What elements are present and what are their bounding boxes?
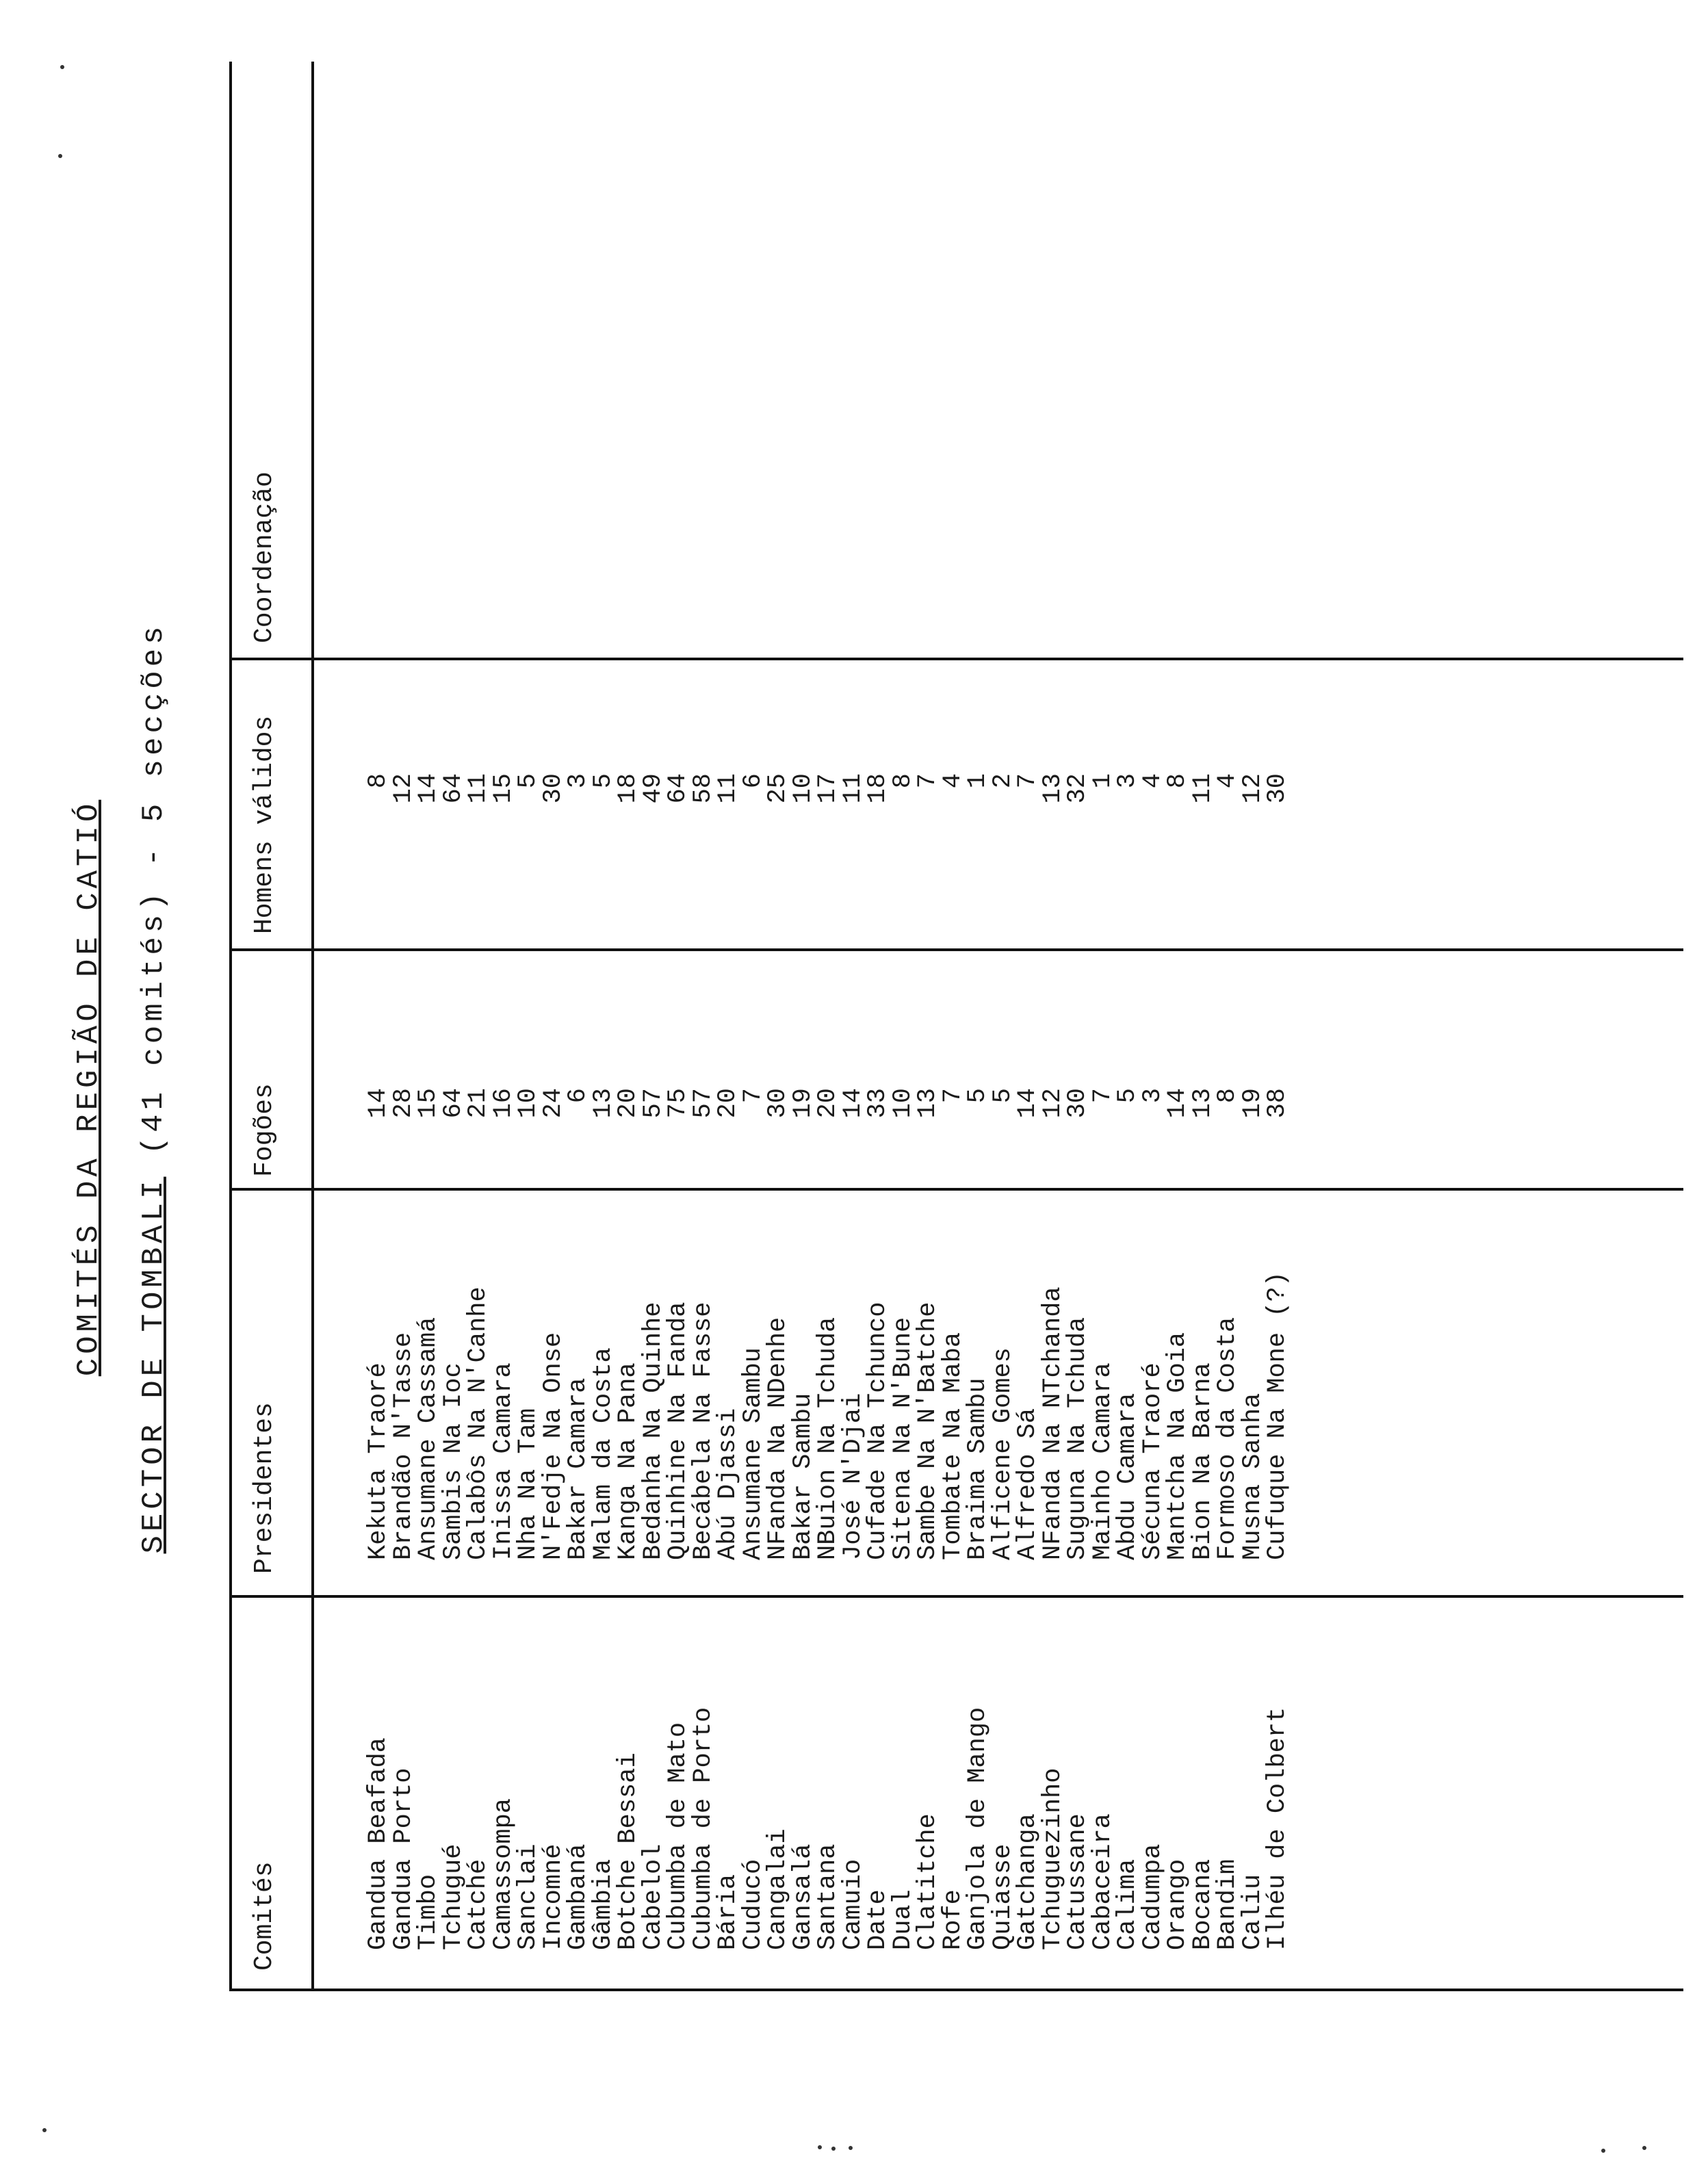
table-cell-homens: 3	[1113, 773, 1142, 789]
table-cell-comite: Rofe	[938, 1889, 968, 1950]
table-cell-presidente: Bedanha Na Quinhe	[638, 1301, 668, 1560]
table-cell-presidente: NBuion Na Tchuda	[814, 1317, 842, 1560]
table-cell-homens: 11	[838, 773, 868, 804]
table-cell-fogoes: 7	[938, 1088, 968, 1104]
table-cell-presidente: Suguna Na Tchuda	[1063, 1317, 1092, 1560]
table-cell-fogoes: 20	[614, 1088, 643, 1119]
table-cell-homens: 7	[914, 773, 942, 789]
column-divider-4	[229, 658, 1683, 660]
table-cell-homens: 1	[1088, 773, 1117, 789]
table-cell-comite: Cubumba de Porto	[688, 1707, 718, 1950]
scan-speck	[849, 2146, 853, 2150]
table-cell-comite: Tchugué	[439, 1843, 468, 1950]
header-presidentes: Presidentes	[250, 1402, 279, 1574]
table-cell-fogoes: 75	[664, 1088, 693, 1119]
table-cell-presidente: Becábela Na Fasse	[688, 1301, 718, 1560]
table-cell-comite: Cubumba de Mato	[664, 1722, 693, 1950]
table-cell-fogoes: 30	[1063, 1088, 1092, 1119]
comites-column	[366, 1707, 1291, 1950]
table-cell-presidente: Inissa Camara	[489, 1362, 518, 1560]
table-cell-comite: Gâmbia	[588, 1858, 618, 1950]
table-cell-fogoes: 14	[838, 1088, 868, 1119]
table-cell-presidente: Mainho Camara	[1088, 1362, 1117, 1560]
column-divider-3	[229, 948, 1683, 951]
table-cell-comite: Botche Bessai	[614, 1752, 643, 1950]
table-cell-homens: 4	[938, 773, 968, 789]
committees-table	[229, 62, 1683, 1991]
table-cell-presidente: Sitena Na N'Bune	[888, 1317, 918, 1560]
table-cell-comite: Timbo	[414, 1874, 443, 1950]
table-cell-homens: 14	[414, 773, 443, 804]
table-cell-fogoes: 15	[414, 1088, 443, 1119]
table-left-border	[229, 1989, 1683, 1991]
table-cell-fogoes: 20	[814, 1088, 842, 1119]
table-cell-homens: 8	[364, 773, 393, 789]
table-cell-fogoes: 13	[1188, 1088, 1217, 1119]
homens-column	[366, 773, 1291, 821]
scan-speck	[60, 65, 64, 69]
header-fogoes: Fogões	[250, 1083, 279, 1177]
table-cell-comite: Gatchanga	[1013, 1813, 1042, 1950]
table-cell-presidente: Abdu Camara	[1113, 1393, 1142, 1560]
table-cell-fogoes: 19	[788, 1088, 818, 1119]
table-cell-homens: 64	[439, 773, 468, 804]
table-cell-homens: 58	[688, 773, 718, 804]
table-cell-homens: 12	[1238, 773, 1267, 804]
table-cell-fogoes: 10	[888, 1088, 918, 1119]
table-cell-presidente: Sambe Na N'Batche	[914, 1301, 942, 1560]
table-cell-fogoes: 12	[1038, 1088, 1068, 1119]
table-cell-fogoes: 57	[638, 1088, 668, 1119]
fogoes-column	[366, 1088, 1291, 1136]
table-cell-fogoes: 64	[439, 1088, 468, 1119]
table-cell-presidente: Formoso da Costa	[1213, 1317, 1242, 1560]
table-cell-homens: 13	[1038, 773, 1068, 804]
table-cell-presidente: N'Fedje Na Onse	[539, 1332, 568, 1560]
table-cell-homens: 30	[539, 773, 568, 804]
table-cell-homens: 6	[738, 773, 768, 789]
table-cell-presidente: Malam da Costa	[588, 1347, 618, 1560]
table-top-border	[229, 62, 232, 1991]
table-cell-comite: Cadumpa	[1138, 1843, 1167, 1950]
table-cell-presidente: Alfredo Sá	[1013, 1408, 1042, 1560]
table-cell-presidente: Calabôs Na N'Canhe	[464, 1286, 493, 1560]
table-cell-presidente: Kekuta Traoré	[364, 1362, 393, 1560]
table-cell-homens: 11	[464, 773, 493, 804]
table-cell-comite: Bandim	[1213, 1858, 1242, 1950]
table-cell-homens: 17	[814, 773, 842, 804]
table-cell-comite: Camuio	[838, 1858, 868, 1950]
scan-speck	[1642, 2146, 1646, 2150]
table-cell-comite: Tchuguezinho	[1038, 1767, 1068, 1950]
header-comites: Comités	[250, 1861, 279, 1971]
scan-speck	[58, 154, 62, 158]
table-cell-homens: 49	[638, 773, 668, 804]
table-cell-comite: Camassompa	[489, 1798, 518, 1950]
table-cell-fogoes: 21	[464, 1088, 493, 1119]
table-cell-presidente: Sambis Na Ioc	[439, 1362, 468, 1560]
table-cell-homens: 8	[1163, 773, 1192, 789]
table-cell-homens: 2	[988, 773, 1018, 789]
table-cell-comite: Incomné	[539, 1843, 568, 1950]
table-cell-fogoes: 7	[1088, 1088, 1117, 1104]
table-cell-fogoes: 14	[1013, 1088, 1042, 1119]
header-homens-validos: Homens válidos	[250, 715, 279, 934]
table-cell-comite: Date	[864, 1889, 892, 1950]
table-cell-comite: Ilhéu de Colbert	[1263, 1707, 1292, 1950]
table-cell-homens: 1	[963, 773, 992, 789]
table-cell-presidente: Mantcha Na Goia	[1163, 1332, 1192, 1560]
table-cell-homens: 11	[714, 773, 742, 804]
table-cell-homens: 5	[588, 773, 618, 789]
table-cell-homens: 4	[1138, 773, 1167, 789]
table-cell-presidente: Ansumane Cassamá	[414, 1317, 443, 1560]
column-divider-1	[229, 1595, 1683, 1598]
table-cell-presidente: Bion Na Barna	[1188, 1362, 1217, 1560]
table-cell-comite: Caliu	[1238, 1874, 1267, 1950]
table-cell-fogoes: 5	[963, 1088, 992, 1104]
table-cell-presidente: Musna Sanha	[1238, 1393, 1267, 1560]
table-cell-comite: Bária	[714, 1874, 742, 1950]
scan-speck	[1601, 2149, 1605, 2153]
table-cell-presidente: Braima Sambu	[963, 1377, 992, 1560]
presidentes-column	[366, 1271, 1291, 1560]
table-cell-fogoes: 38	[1263, 1088, 1292, 1119]
table-cell-homens: 12	[389, 773, 418, 804]
table-cell-fogoes: 30	[764, 1088, 792, 1119]
table-cell-fogoes: 13	[914, 1088, 942, 1119]
table-cell-comite: Bocana	[1188, 1858, 1217, 1950]
table-cell-homens: 8	[888, 773, 918, 789]
table-cell-comite: Catussane	[1063, 1813, 1092, 1950]
table-cell-comite: Cuducó	[738, 1858, 768, 1950]
table-cell-homens: 64	[664, 773, 693, 804]
table-cell-fogoes: 28	[389, 1088, 418, 1119]
table-cell-homens: 32	[1063, 773, 1092, 804]
table-cell-homens: 18	[864, 773, 892, 804]
table-cell-fogoes: 16	[489, 1088, 518, 1119]
table-cell-homens: 18	[614, 773, 643, 804]
table-cell-homens: 11	[1188, 773, 1217, 804]
table-cell-presidente: Kanga Na Pana	[614, 1362, 643, 1560]
table-cell-comite: Gandua Beafada	[364, 1737, 393, 1950]
page-title: COMITÉS DA REGIÃO DE CATIÓ	[72, 799, 106, 1377]
table-cell-homens: 30	[1263, 773, 1292, 804]
table-cell-comite: Santana	[814, 1843, 842, 1950]
table-cell-fogoes: 3	[1138, 1088, 1167, 1104]
table-cell-comite: Orango	[1163, 1858, 1192, 1950]
table-cell-comite: Cangalai	[764, 1828, 792, 1950]
scan-speck	[42, 2128, 47, 2132]
table-cell-homens: 25	[764, 773, 792, 804]
table-cell-comite: Cabaceira	[1088, 1813, 1117, 1950]
table-cell-presidente: Tombate Na Maba	[938, 1332, 968, 1560]
table-cell-presidente: Nha Na Tam	[514, 1408, 543, 1560]
table-cell-fogoes: 6	[564, 1088, 593, 1104]
column-divider-2	[229, 1188, 1683, 1191]
table-cell-presidente: Sécuna Traoré	[1138, 1362, 1167, 1560]
table-cell-fogoes: 13	[588, 1088, 618, 1119]
table-cell-fogoes: 14	[364, 1088, 393, 1119]
table-cell-fogoes: 24	[539, 1088, 568, 1119]
table-cell-comite: Clatitche	[914, 1813, 942, 1950]
scan-speck	[831, 2147, 836, 2151]
table-cell-comite: Ganjola de Mango	[963, 1707, 992, 1950]
table-cell-comite: Dual	[888, 1889, 918, 1950]
table-cell-homens: 10	[788, 773, 818, 804]
table-cell-presidente: Cufuque Na Mone (?)	[1263, 1271, 1292, 1560]
table-cell-presidente: Quinhine Na Fanda	[664, 1301, 693, 1560]
sector-details: (41 comités) - 5 secções	[137, 622, 171, 1155]
table-cell-presidente: NFanda Na NDenhe	[764, 1317, 792, 1560]
table-cell-presidente: Cufade Na Tchunco	[864, 1301, 892, 1560]
sector-name: SECTOR DE TOMBALI	[137, 1176, 171, 1554]
table-cell-presidente: Brandão N'Tasse	[389, 1332, 418, 1560]
sector-subtitle	[137, 0, 171, 2176]
table-cell-fogoes: 5	[988, 1088, 1018, 1104]
table-cell-comite: Sanclai	[514, 1843, 543, 1950]
table-cell-comite: Gambaná	[564, 1843, 593, 1950]
table-cell-fogoes: 19	[1238, 1088, 1267, 1119]
table-cell-presidente: Alficene Gomes	[988, 1347, 1018, 1560]
table-cell-homens: 5	[514, 773, 543, 789]
table-cell-presidente: Ansumane Sambu	[738, 1347, 768, 1560]
header-coordenacao: Coordenação	[250, 471, 279, 643]
table-cell-homens: 15	[489, 773, 518, 804]
table-cell-fogoes: 8	[1213, 1088, 1242, 1104]
table-cell-homens: 4	[1213, 773, 1242, 789]
table-cell-presidente: Bakar Camara	[564, 1377, 593, 1560]
scan-speck	[818, 2145, 822, 2149]
table-cell-presidente: Bakar Sambu	[788, 1393, 818, 1560]
table-cell-presidente: José N'Djai	[838, 1393, 868, 1560]
table-cell-comite: Catché	[464, 1858, 493, 1950]
table-cell-fogoes: 33	[864, 1088, 892, 1119]
table-cell-comite: Cabelol	[638, 1843, 668, 1950]
table-cell-fogoes: 5	[1113, 1088, 1142, 1104]
table-cell-fogoes: 14	[1163, 1088, 1192, 1119]
table-cell-comite: Calima	[1113, 1858, 1142, 1950]
table-cell-fogoes: 7	[738, 1088, 768, 1104]
table-cell-comite: Gansalá	[788, 1843, 818, 1950]
table-cell-comite: Gandua Porto	[389, 1767, 418, 1950]
table-cell-fogoes: 10	[514, 1088, 543, 1119]
table-cell-comite: Quiasse	[988, 1843, 1018, 1950]
table-cell-fogoes: 20	[714, 1088, 742, 1119]
table-cell-fogoes: 57	[688, 1088, 718, 1119]
table-cell-presidente: Abú Djassi	[714, 1408, 742, 1560]
header-separator	[311, 62, 314, 1991]
table-cell-presidente: NFanda Na NTchanda	[1038, 1286, 1068, 1560]
table-cell-homens: 7	[1013, 773, 1042, 789]
table-cell-homens: 3	[564, 773, 593, 789]
